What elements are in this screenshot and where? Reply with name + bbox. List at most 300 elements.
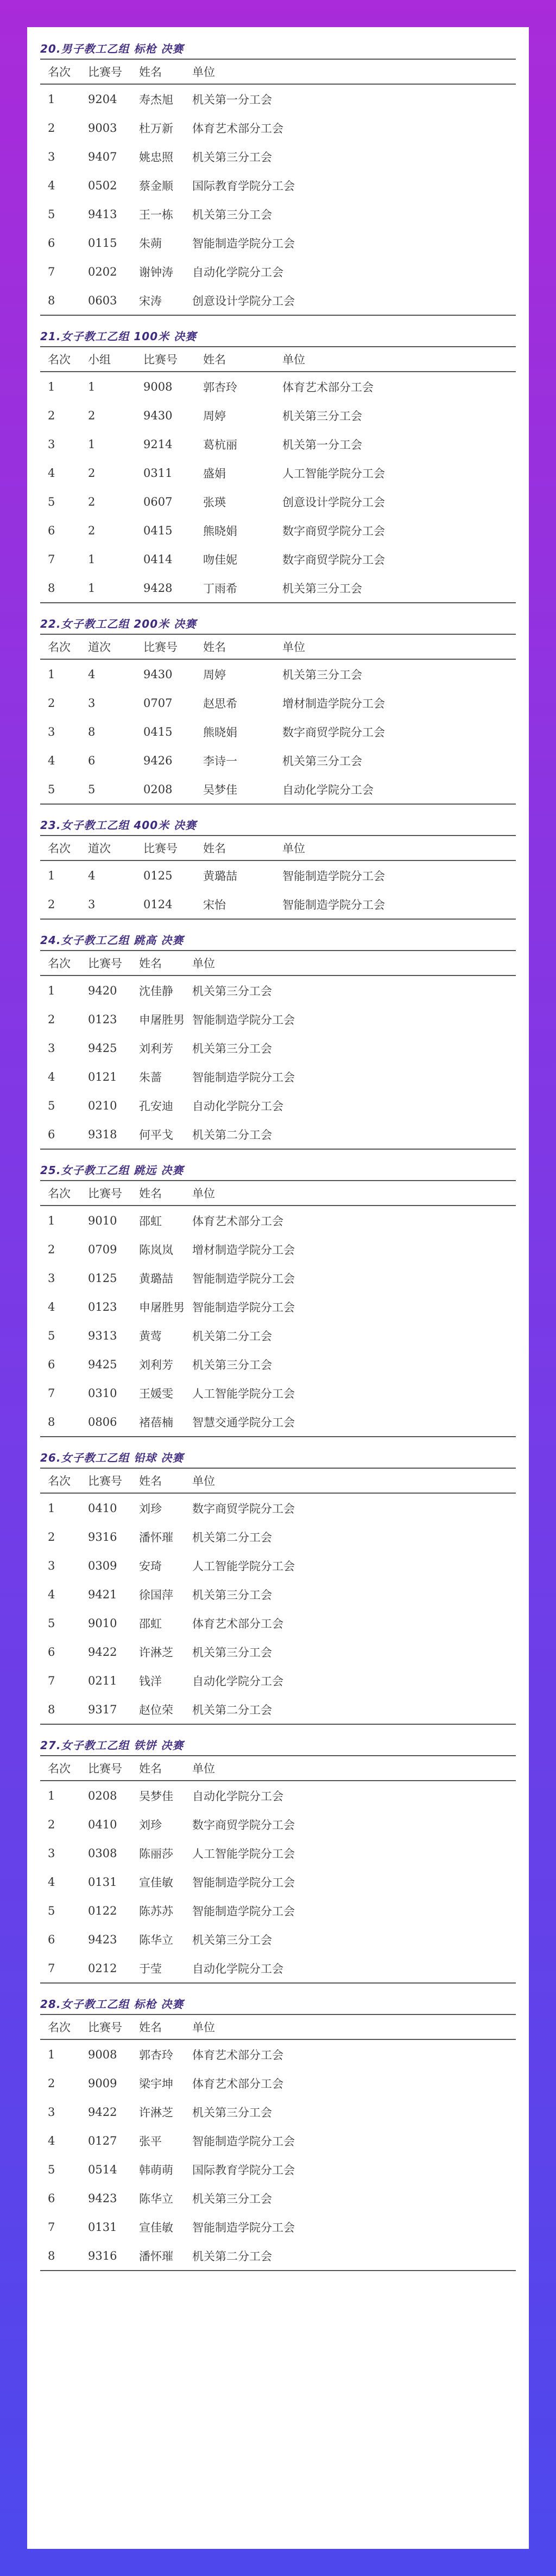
table-cell: 何平戈 (131, 1120, 185, 1149)
column-header: 单位 (185, 2014, 516, 2039)
table-row (40, 84, 516, 113)
table-cell: 0308 (88, 1846, 117, 1860)
table-cell: 3 (48, 1271, 55, 1285)
table-cell: 9313 (88, 1329, 117, 1342)
table-cell: 1 (48, 667, 55, 681)
table-cell: 2 (48, 1242, 55, 1256)
table-cell: 6 (40, 1120, 80, 1149)
table-row (40, 487, 516, 516)
table-row (40, 401, 516, 430)
table-cell: 智能制造学院分工会 (275, 890, 516, 919)
column-header: 比赛号 (80, 1181, 131, 1206)
table-cell: 体育艺术部分工会 (282, 380, 374, 394)
table-cell: 9316 (88, 1530, 117, 1544)
table-cell: 葛杭丽 (203, 438, 237, 451)
table-cell: 数字商贸学院分工会 (282, 553, 385, 566)
table-cell: 谢钟涛 (139, 265, 173, 279)
table-cell: 9317 (80, 1695, 131, 1724)
table-cell: 9009 (88, 2076, 117, 2090)
table-cell: 邵虹 (139, 1617, 162, 1630)
table-row (40, 1005, 516, 1034)
table-row (40, 1637, 516, 1666)
table-row (40, 1580, 516, 1609)
column-header: 比赛号 (136, 347, 195, 372)
column-header: 单位 (185, 1468, 516, 1493)
table-cell: 5 (80, 775, 136, 804)
table-cell: 1 (48, 1789, 55, 1802)
table-cell: 9423 (88, 1933, 117, 1946)
event-section (40, 812, 516, 920)
table-cell: 9008 (143, 380, 173, 393)
table-cell: 郭杏玲 (203, 380, 237, 394)
table-cell: 1 (80, 573, 136, 603)
table-cell: 0131 (88, 2220, 117, 2234)
table-cell: 机关第一分工会 (192, 93, 272, 106)
table-row (40, 171, 516, 200)
table-row (40, 1954, 516, 1983)
table-row (40, 1034, 516, 1062)
table-row (40, 1062, 516, 1091)
table-cell: 体育艺术部分工会 (192, 1214, 283, 1228)
table-cell: 机关第三分工会 (275, 573, 516, 603)
table-row (40, 1839, 516, 1867)
table-row (40, 573, 516, 603)
column-header: 姓名 (195, 836, 275, 860)
table-cell: 3 (48, 1846, 55, 1860)
table-cell: 周婷 (203, 668, 226, 681)
table-cell: 安琦 (139, 1559, 162, 1573)
table-cell: 2 (48, 1530, 55, 1544)
table-cell: 吻佳妮 (203, 553, 237, 566)
event-section (40, 611, 516, 805)
table-cell: 5 (48, 2163, 55, 2176)
table-cell: 4 (48, 1875, 55, 1889)
table-cell: 0127 (88, 2134, 117, 2147)
table-cell: 8 (40, 1407, 80, 1437)
table-cell: 智能制造学院分工会 (192, 1272, 295, 1285)
table-row (40, 1551, 516, 1580)
table-cell: 智能制造学院分工会 (192, 1070, 295, 1084)
table-row (40, 2241, 516, 2271)
table-cell: 潘怀璀 (131, 2241, 185, 2271)
table-row (40, 430, 516, 458)
table-cell: 智能制造学院分工会 (192, 1904, 295, 1918)
table-cell: 宋涛 (131, 286, 185, 315)
table-cell: 赵位荣 (131, 1695, 185, 1724)
table-header-row (40, 2014, 516, 2039)
table-cell: 机关第三分工会 (192, 2192, 272, 2205)
event-section (40, 1445, 516, 1725)
table-cell: 宣佳敏 (139, 1876, 173, 1889)
column-header: 道次 (80, 634, 136, 659)
table-cell: 机关第三分工会 (192, 1358, 272, 1372)
table-cell: 熊晓娟 (203, 524, 237, 538)
table-cell: 杜万新 (139, 122, 173, 135)
table-cell: 王一栋 (139, 208, 173, 221)
table-cell: 9316 (80, 2241, 131, 2271)
table-row (40, 458, 516, 487)
table-cell: 宣佳敏 (139, 2221, 173, 2234)
table-cell: 0607 (143, 495, 173, 508)
table-cell: 智能制造学院分工会 (192, 2221, 295, 2234)
table-cell: 9426 (143, 754, 173, 767)
table-row (40, 545, 516, 573)
table-cell: 宋怡 (195, 890, 275, 919)
column-header: 姓名 (131, 2014, 185, 2039)
table-cell: 9204 (88, 92, 117, 106)
table-cell: 1 (48, 1214, 55, 1227)
table-cell: 邵虹 (139, 1214, 162, 1228)
table-cell: 盛娟 (203, 467, 226, 480)
column-header: 姓名 (195, 634, 275, 659)
event-section (40, 1157, 516, 1437)
column-header: 单位 (185, 59, 516, 84)
table-cell: 4 (48, 466, 55, 480)
column-header: 名次 (40, 1181, 80, 1206)
table-cell: 体育艺术部分工会 (192, 122, 283, 135)
table-row (40, 142, 516, 171)
table-cell: 陈苏苏 (139, 1904, 173, 1918)
table-cell: 9214 (143, 437, 173, 451)
table-row (40, 2126, 516, 2155)
table-header-row (40, 59, 516, 84)
table-cell: 沈佳静 (139, 984, 173, 998)
table-cell: 0603 (80, 286, 131, 315)
table-cell: 体育艺术部分工会 (192, 1617, 283, 1630)
table-row (40, 1522, 516, 1551)
table-row (40, 1810, 516, 1839)
column-header: 名次 (40, 634, 80, 659)
column-header: 单位 (275, 347, 516, 372)
table-cell: 黄璐喆 (203, 869, 237, 883)
event-title: 24.女子教工乙组 跳高 决赛 (40, 934, 184, 947)
table-cell: 0806 (80, 1407, 131, 1437)
table-cell: 孔安迪 (139, 1099, 173, 1113)
column-header: 比赛号 (136, 836, 195, 860)
table-cell: 数字商贸学院分工会 (282, 725, 385, 739)
event-title: 27.女子教工乙组 铁饼 决赛 (40, 1739, 184, 1752)
table-cell: 0131 (88, 1875, 117, 1889)
table-cell: 2 (48, 1818, 55, 1831)
table-header-row (40, 1468, 516, 1493)
table-cell: 9420 (88, 984, 117, 997)
column-header: 单位 (185, 1181, 516, 1206)
table-row (40, 1292, 516, 1321)
table-header-row (40, 634, 516, 659)
table-cell: 机关第三分工会 (192, 1042, 272, 1055)
column-header: 名次 (40, 347, 80, 372)
table-cell: 陈华立 (139, 2192, 173, 2205)
event-section (40, 1732, 516, 1984)
results-content (40, 27, 516, 2271)
column-header: 姓名 (195, 347, 275, 372)
table-cell: 创意设计学院分工会 (282, 495, 385, 509)
table-row (40, 286, 516, 315)
table-cell: 许淋芝 (139, 1646, 173, 1659)
table-cell: 2 (48, 409, 55, 422)
table-row (40, 1695, 516, 1724)
table-cell: 6 (88, 754, 96, 767)
results-table (40, 59, 516, 316)
table-cell: 7 (48, 2220, 55, 2234)
table-cell: 4 (88, 667, 96, 681)
table-cell: 机关第三分工会 (192, 1588, 272, 1602)
table-cell: 0125 (143, 869, 173, 882)
table-cell: 4 (48, 754, 55, 767)
table-row (40, 257, 516, 286)
table-cell: 0414 (143, 552, 173, 566)
table-row (40, 113, 516, 142)
table-cell: 2 (48, 2076, 55, 2090)
table-cell: 智能制造学院分工会 (192, 1876, 295, 1889)
event-title: 21.女子教工乙组 100米 决赛 (40, 330, 197, 343)
table-cell: 9430 (143, 409, 173, 422)
column-header: 单位 (185, 951, 516, 975)
column-header: 名次 (40, 951, 80, 975)
table-cell: 丁雨希 (195, 573, 275, 603)
table-cell: 0123 (88, 1300, 117, 1313)
table-cell: 7 (48, 265, 55, 278)
table-cell: 9413 (88, 207, 117, 221)
table-cell: 数字商贸学院分工会 (282, 524, 385, 538)
table-cell: 创意设计学院分工会 (185, 286, 516, 315)
table-cell: 朱蒴 (139, 237, 162, 250)
table-cell: 6 (48, 1933, 55, 1946)
table-cell: 吴梦佳 (195, 775, 275, 804)
results-table (40, 1468, 516, 1725)
table-cell: 机关第一分工会 (282, 438, 362, 451)
table-cell: 人工智能学院分工会 (192, 1847, 295, 1860)
table-cell: 0410 (88, 1501, 117, 1515)
table-cell: 1 (88, 380, 96, 393)
table-cell: 黄璐喆 (139, 1272, 173, 1285)
table-cell: 1 (48, 380, 55, 393)
column-header: 姓名 (131, 1181, 185, 1206)
table-cell: 3 (80, 890, 136, 919)
table-cell: 6 (48, 524, 55, 537)
table-cell: 机关第三分工会 (282, 668, 362, 681)
table-row (40, 1091, 516, 1120)
column-header: 比赛号 (80, 1756, 131, 1781)
table-cell: 刘珍 (139, 1502, 162, 1515)
table-row (40, 860, 516, 890)
table-row (40, 890, 516, 919)
column-header: 比赛号 (80, 1468, 131, 1493)
table-cell: 0210 (88, 1099, 117, 1112)
table-cell: 钱洋 (139, 1674, 162, 1688)
table-cell: 国际教育学院分工会 (192, 179, 295, 193)
table-cell: 7 (48, 1674, 55, 1687)
table-cell: 2 (88, 466, 96, 480)
table-cell: 1 (48, 2048, 55, 2061)
column-header: 姓名 (131, 59, 185, 84)
table-cell: 0309 (88, 1559, 117, 1572)
event-title: 20.男子教工乙组 标枪 决赛 (40, 42, 184, 55)
table-cell: 自动化学院分工会 (192, 1674, 283, 1688)
event-section (40, 323, 516, 603)
table-row (40, 1867, 516, 1896)
table-cell: 自动化学院分工会 (275, 775, 516, 804)
results-sheet (27, 27, 529, 2549)
table-cell: 熊晓娟 (203, 725, 237, 739)
table-cell: 1 (88, 437, 96, 451)
table-row (40, 659, 516, 688)
table-cell: 机关第三分工会 (282, 754, 362, 768)
table-cell: 吴梦佳 (139, 1789, 173, 1803)
table-cell: 0122 (88, 1904, 117, 1917)
table-cell: 9430 (143, 667, 173, 681)
table-cell: 陈丽莎 (139, 1847, 173, 1860)
table-cell: 机关第三分工会 (192, 2106, 272, 2119)
event-title: 26.女子教工乙组 铅球 决赛 (40, 1451, 184, 1464)
table-cell: 4 (48, 1070, 55, 1083)
table-row (40, 2097, 516, 2126)
column-header: 单位 (275, 634, 516, 659)
table-cell: 机关第三分工会 (192, 150, 272, 164)
table-row (40, 1493, 516, 1522)
table-cell: 0709 (88, 1242, 117, 1256)
table-row (40, 746, 516, 775)
column-header: 单位 (275, 836, 516, 860)
table-cell: 0415 (143, 725, 173, 738)
table-cell: 0202 (88, 265, 117, 278)
table-cell: 9422 (88, 1645, 117, 1659)
table-cell: 蔡金顺 (139, 179, 173, 193)
table-cell: 8 (40, 1695, 80, 1724)
results-table (40, 835, 516, 920)
column-header: 姓名 (131, 951, 185, 975)
column-header: 比赛号 (80, 951, 131, 975)
table-cell: 潘怀璀 (139, 1531, 173, 1544)
results-table (40, 1755, 516, 1984)
table-cell: 4 (48, 178, 55, 192)
table-row (40, 516, 516, 545)
table-cell: 2 (88, 524, 96, 537)
event-section (40, 36, 516, 316)
table-row (40, 975, 516, 1005)
table-cell: 增材制造学院分工会 (282, 697, 385, 710)
table-row (40, 688, 516, 717)
table-cell: 郭杏玲 (139, 2048, 173, 2062)
table-cell: 2 (88, 495, 96, 508)
column-header: 单位 (185, 1756, 516, 1781)
table-cell: 4 (48, 1300, 55, 1313)
table-cell: 9010 (88, 1616, 117, 1630)
table-header-row (40, 347, 516, 372)
table-cell: 0410 (88, 1818, 117, 1831)
event-title: 23.女子教工乙组 400米 决赛 (40, 819, 197, 832)
table-cell: 人工智能学院分工会 (192, 1559, 295, 1573)
table-cell: 李诗一 (203, 754, 237, 768)
table-cell: 智能制造学院分工会 (282, 869, 385, 883)
column-header: 小组 (80, 347, 136, 372)
table-row (40, 1781, 516, 1810)
table-cell: 0121 (88, 1070, 117, 1083)
table-cell: 3 (48, 150, 55, 163)
table-cell: 自动化学院分工会 (192, 1099, 283, 1113)
table-row (40, 2155, 516, 2184)
table-cell: 申屠胜男 (139, 1300, 185, 1314)
table-cell: 1 (48, 984, 55, 997)
table-cell: 梁宇坤 (139, 2077, 173, 2090)
table-cell: 9407 (88, 150, 117, 163)
table-cell: 机关第三分工会 (282, 409, 362, 423)
table-cell: 智能制造学院分工会 (192, 1013, 295, 1026)
table-cell: 国际教育学院分工会 (192, 2163, 295, 2177)
table-cell: 数字商贸学院分工会 (192, 1502, 295, 1515)
table-cell: 5 (48, 1329, 55, 1342)
table-cell: 0208 (136, 775, 195, 804)
table-cell: 0115 (88, 236, 117, 250)
table-row (40, 1379, 516, 1407)
table-cell: 机关第二分工会 (185, 1695, 516, 1724)
table-cell: 8 (88, 725, 96, 738)
results-table (40, 1180, 516, 1437)
table-cell: 智能制造学院分工会 (192, 1300, 295, 1314)
table-cell: 1 (48, 1501, 55, 1515)
event-title: 22.女子教工乙组 200米 决赛 (40, 617, 197, 630)
table-row (40, 228, 516, 257)
table-cell: 机关第三分工会 (192, 208, 272, 221)
table-cell: 增材制造学院分工会 (192, 1243, 295, 1257)
table-cell: 4 (48, 2134, 55, 2147)
column-header: 道次 (80, 836, 136, 860)
table-cell: 3 (48, 725, 55, 738)
table-cell: 9425 (88, 1357, 117, 1371)
table-cell: 5 (48, 207, 55, 221)
table-cell: 体育艺术部分工会 (192, 2077, 283, 2090)
table-row (40, 1407, 516, 1437)
table-cell: 机关第二分工会 (185, 1120, 516, 1149)
table-cell: 机关第二分工会 (192, 1329, 272, 1343)
table-row (40, 1350, 516, 1379)
table-row (40, 1120, 516, 1149)
column-header: 名次 (40, 2014, 80, 2039)
table-cell: 0311 (143, 466, 173, 480)
table-row (40, 1321, 516, 1350)
table-cell: 1 (48, 92, 55, 106)
table-cell: 韩萌萌 (139, 2163, 173, 2177)
table-cell: 9425 (88, 1041, 117, 1055)
table-cell: 5 (48, 495, 55, 508)
table-cell: 机关第二分工会 (192, 1531, 272, 1544)
table-row (40, 1896, 516, 1925)
table-cell: 机关第三分工会 (192, 984, 272, 998)
table-cell: 2 (48, 696, 55, 710)
table-row (40, 200, 516, 228)
table-cell: 智慧交通学院分工会 (185, 1407, 516, 1437)
event-section (40, 927, 516, 1150)
table-cell: 0211 (88, 1674, 117, 1687)
table-cell: 9010 (88, 1214, 117, 1227)
table-row (40, 1666, 516, 1695)
table-cell: 2 (88, 409, 96, 422)
table-cell: 0310 (88, 1386, 117, 1400)
table-row (40, 775, 516, 804)
table-cell: 9422 (88, 2105, 117, 2119)
table-cell: 自动化学院分工会 (192, 265, 283, 279)
results-table (40, 950, 516, 1150)
column-header: 名次 (40, 59, 80, 84)
table-cell: 人工智能学院分工会 (192, 1387, 295, 1400)
table-row (40, 1609, 516, 1637)
table-cell: 0707 (143, 696, 173, 710)
table-cell: 3 (48, 2105, 55, 2119)
table-cell: 9423 (88, 2191, 117, 2205)
table-cell: 0208 (88, 1789, 117, 1802)
column-header: 姓名 (131, 1756, 185, 1781)
results-table (40, 634, 516, 805)
